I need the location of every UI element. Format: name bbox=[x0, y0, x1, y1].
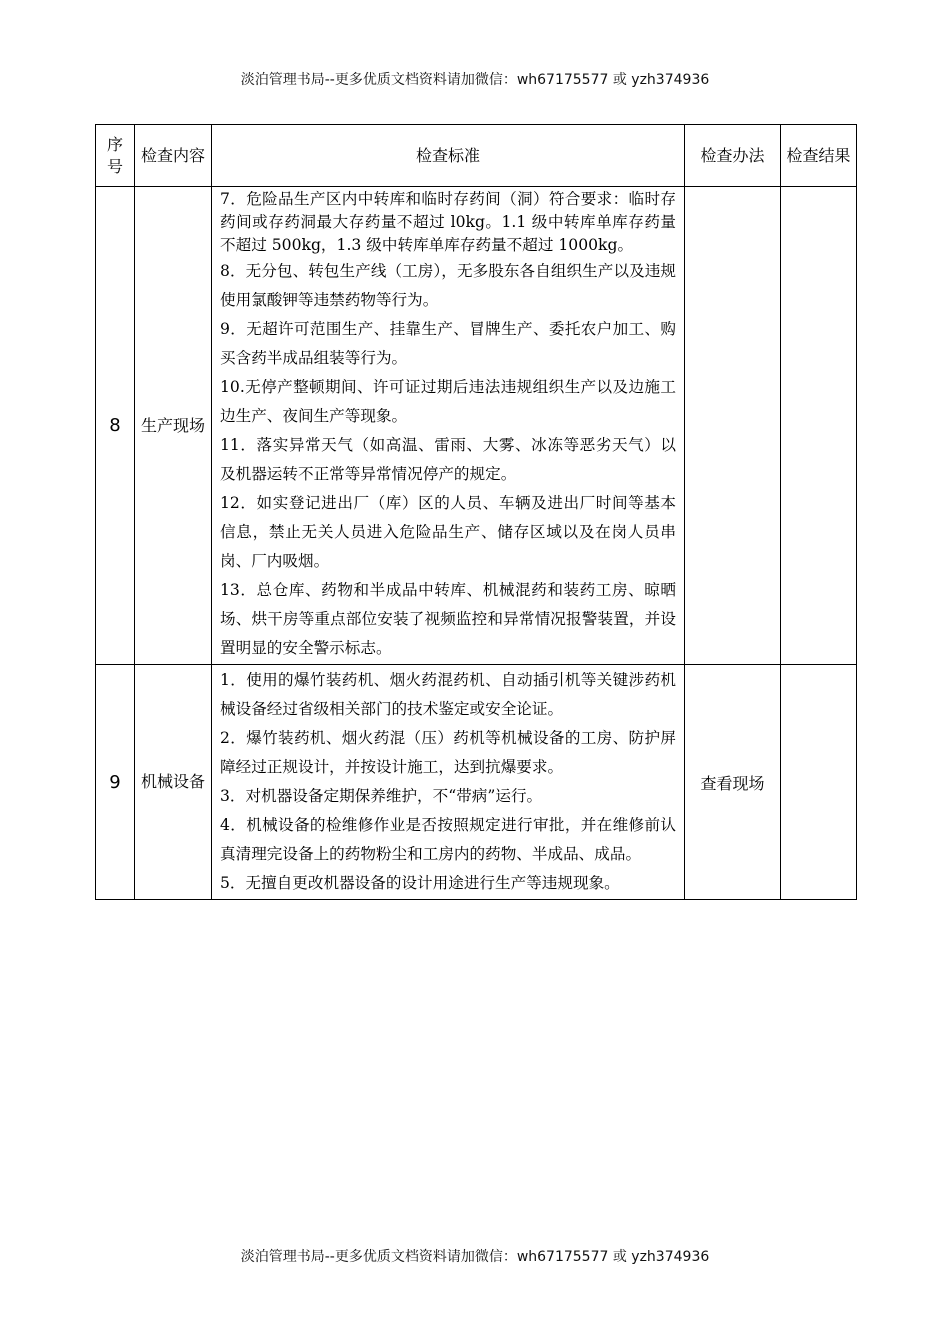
standard-item: 11．落实异常天气（如高温、雷雨、大雾、冰冻等恶劣天气）以及机器运转不正常等异常情况停产的规定。 bbox=[220, 436, 676, 483]
standard-item: 7．危险品生产区内中转库和临时存药间（洞）符合要求：临时存药间或存药洞最大存药量不超过 l0kg。1.1 级中转库单库存药量不超过 500kg，1.3 级中转库单库存药量不超过 1000kg。 bbox=[220, 190, 676, 254]
row-result bbox=[781, 665, 857, 900]
row-standards bbox=[212, 187, 685, 665]
header-check-result: 检查结果 bbox=[781, 125, 857, 187]
row-result bbox=[781, 187, 857, 665]
header-check-content: 检查内容 bbox=[135, 125, 212, 187]
inspection-table bbox=[95, 124, 857, 900]
standard-item: 12．如实登记进出厂（库）区的人员、车辆及进出厂时间等基本信息，禁止无关人员进入危险品生产、储存区域以及在岗人员串岗、厂内吸烟。 bbox=[220, 494, 676, 570]
table-row bbox=[96, 665, 857, 900]
row-number: 8 bbox=[96, 187, 135, 665]
row-check-item: 生产现场 bbox=[135, 187, 212, 665]
standard-item: 13．总仓库、药物和半成品中转库、机械混药和装药工房、晾晒场、烘干房等重点部位安装了视频监控和异常情况报警装置，并设置明显的安全警示标志。 bbox=[220, 581, 676, 657]
standard-item: 2．爆竹装药机、烟火药混（压）药机等机械设备的工房、防护屏障经过正规设计，并按设计施工，达到抗爆要求。 bbox=[220, 729, 676, 776]
standard-item: 3．对机器设备定期保养维护，不“带病”运行。 bbox=[220, 787, 543, 805]
row-check-item: 机械设备 bbox=[135, 665, 212, 900]
header-serial-number: 序号 bbox=[96, 125, 135, 187]
standard-item: 5．无擅自更改机器设备的设计用途进行生产等违规现象。 bbox=[220, 874, 620, 892]
standard-item: 8．无分包、转包生产线（工房），无多股东各自组织生产以及违规使用氯酸钾等违禁药物等行为。 bbox=[220, 262, 676, 309]
table-row bbox=[96, 187, 857, 665]
header-check-method: 检查办法 bbox=[685, 125, 781, 187]
row-standards bbox=[212, 665, 685, 900]
table-header-row bbox=[96, 125, 857, 187]
standard-item: 9．无超许可范围生产、挂靠生产、冒牌生产、委托农户加工、购买含药半成品组装等行为。 bbox=[220, 320, 676, 367]
row-method bbox=[685, 187, 781, 665]
standard-item: 10.无停产整顿期间、许可证过期后违法违规组织生产以及边施工边生产、夜间生产等现象。 bbox=[220, 378, 676, 425]
header-check-standard: 检查标准 bbox=[212, 125, 685, 187]
row-number: 9 bbox=[96, 665, 135, 900]
page-footer: 淡泊管理书局--更多优质文档资料请加微信：wh67175577 或 yzh374936 bbox=[240, 1249, 710, 1265]
standard-item: 4．机械设备的检维修作业是否按照规定进行审批，并在维修前认真清理完设备上的药物粉尘和工房内的药物、半成品、成品。 bbox=[220, 816, 676, 863]
standard-item: 1．使用的爆竹装药机、烟火药混药机、自动插引机等关键涉药机械设备经过省级相关部门的技术鉴定或安全论证。 bbox=[220, 671, 676, 718]
page-header: 淡泊管理书局--更多优质文档资料请加微信：wh67175577 或 yzh374936 bbox=[240, 72, 710, 88]
row-method: 查看现场 bbox=[685, 665, 781, 900]
